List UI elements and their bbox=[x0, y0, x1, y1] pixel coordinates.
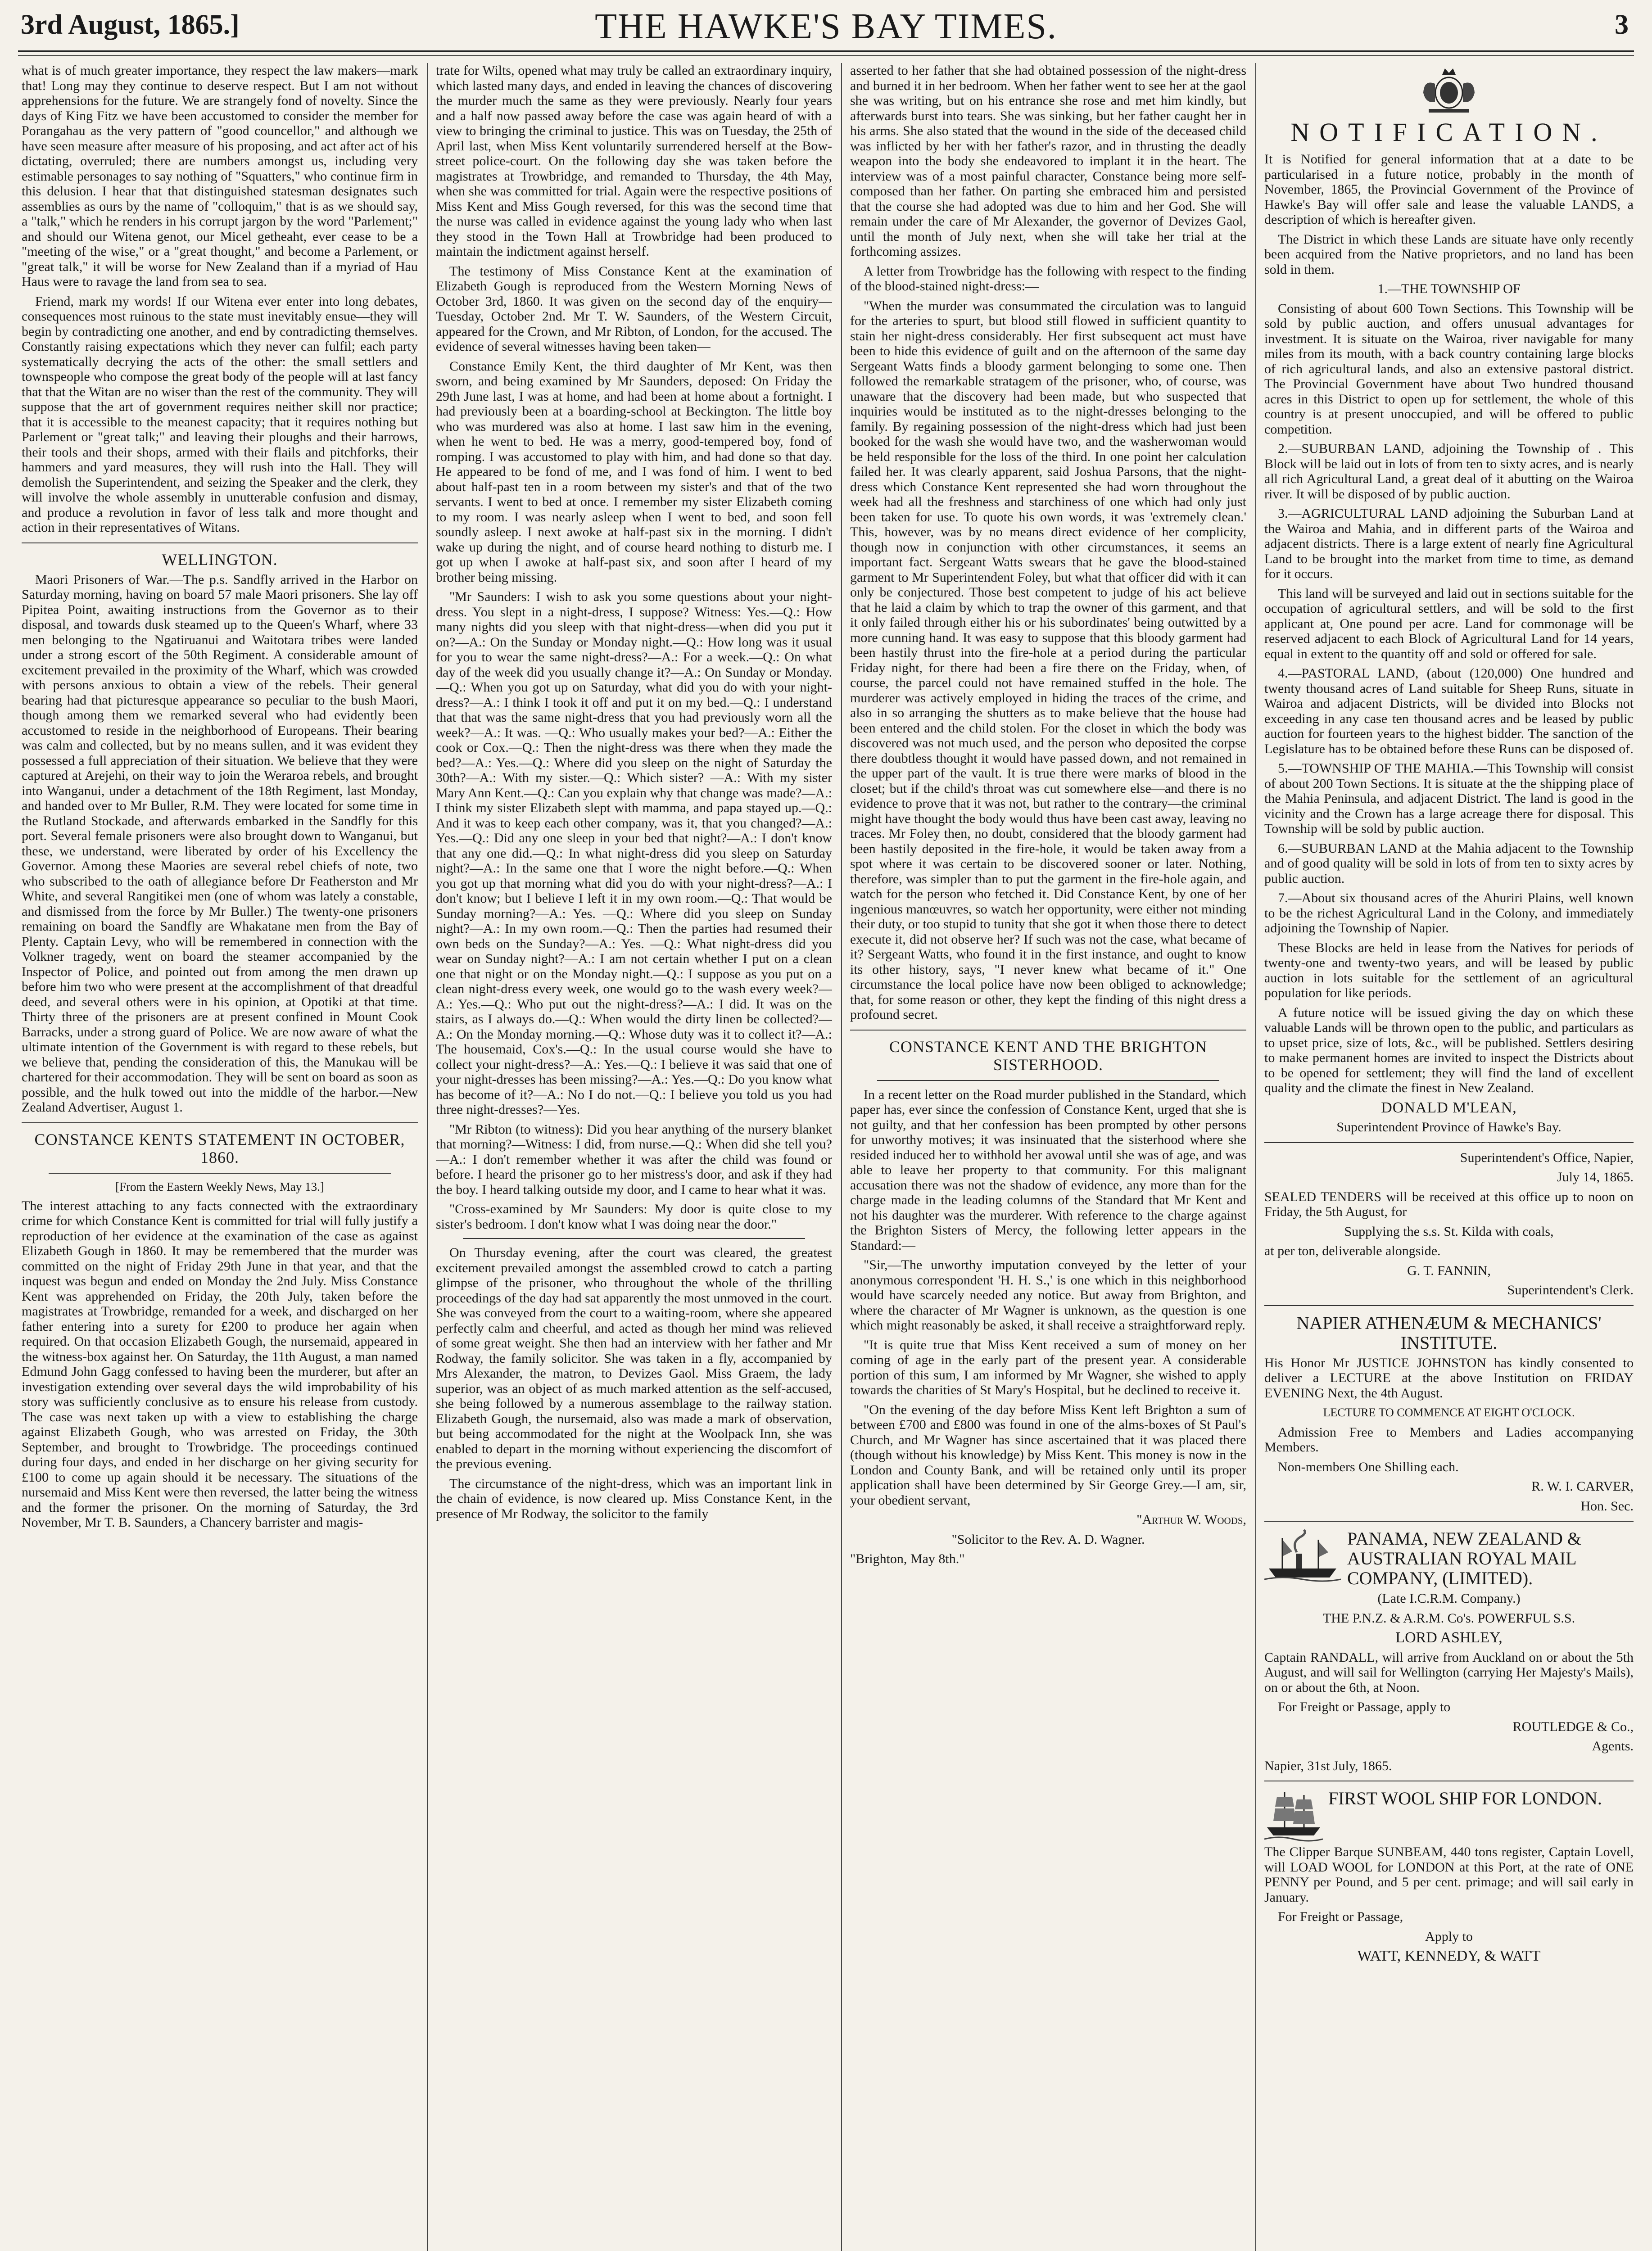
notice-paragraph: These Blocks are held in lease from the Natives for periods of twenty-one and twenty-two years, and will be leased by public auction in lots suitable for the settlement of an agricultural population for like periods. bbox=[1264, 940, 1634, 1000]
athenaeum-paragraph: His Honor Mr JUSTICE JOHNSTON has kindly consented to deliver a LECTURE at the above Institution on FRIDAY EVENING Next, the 4th August. bbox=[1264, 1355, 1634, 1401]
wool-ship-paragraph: The Clipper Barque SUNBEAM, 440 tons register, Captain Lovell, will LOAD WOOL for LONDON at this Port, at the rate of ONE PENNY per Pound, and 5 per cent. primage; and will sail early in January. bbox=[1264, 1844, 1634, 1905]
article-paragraph: "Mr Saunders: I wish to ask you some questions about your night-dress. You slept in a night-dress, I suppose? Witness: Yes.—Q.: How many nights did you sleep with that night-dress—when did you put it on?—A.: On the Sunday or Monday night.—Q.: How long was it usual for you to wear the same night-dress?—A.: For a week.—Q.: On what day of the week did you usually change it?—A.: On Sunday or Monday. —Q.: When you got up on Saturday, what did you do with your night-dress?—A.: I think I took it off and put it on my bed.—Q.: I understand that that was the same night-dress that you had previously worn all the week?—A.: It was. —Q.: Who usually makes your bed?—A.: Either the cook or Cox.—Q.: Then the night-dress was there when they made the bed?—A.: Yes.—Q.: Where did you sleep on the night of Saturday the 30th?—A.: With my sister.—Q.: Which sister? —A.: With my sister Mary Ann Kent.—Q.: Can you explain why that change was made?—A.: I think my sister Elizabeth slept with mamma, and papa stayed up.—Q.: And it was to keep each other company, was it, that you changed?—A.: Yes.—Q.: Did any one sleep in your bed that night?—A.: I don't know that any one did.—Q.: In what night-dress did you sleep on Saturday night?—A.: In the same one that I wore the night before.—Q.: When you got up that morning what did you do with your night-dress?—A.: I don't know; but I believe I left it in my own room.—Q.: That would be Sunday morning?—A.: Yes. —Q.: Where did you sleep on Sunday night?—A.: In my own room.—Q.: Then the parties had resumed their own beds on the Sunday?—A.: Yes. —Q.: What night-dress did you wear on Sunday night?—A.: I am not certain whether I put on a clean one that night or on the Monday night.—Q.: I suppose as you put on a clean night-dress every week, one would go to the wash every week?—A.: Yes.—Q.: Who put out the night-dress?—A.: I did. It was on the stairs, as I always do.—Q.: When would the dirty linen be collected?—A.: On the Monday morning.—Q.: Whose duty was it to collect it?—A.: The housemaid, Cox's.—Q.: In the usual course would she have to collect your night-dress?—A.: Yes.—Q.: I believe it was said that one of your night-dresses has been missing?—A.: Yes.—Q.: Do you know what has become of it?—A.: No I do not.—Q.: I believe you told us you had three night-dresses?—Yes. bbox=[436, 589, 832, 1117]
athenaeum-heading: NAPIER ATHENÆUM & MECHANICS' INSTITUTE. bbox=[1296, 1312, 1602, 1353]
panama-agent: ROUTLEDGE & Co., bbox=[1512, 1719, 1634, 1734]
advert-rule bbox=[1264, 1521, 1634, 1522]
advert-rule bbox=[1264, 1305, 1634, 1306]
notice-paragraph: This land will be surveyed and laid out in sections suitable for the occupation of agricultural settlers, and will be sold to the first applicant at, One pound per acre. Land for commonage will be reserved adjacent to each Block of Agricultural Land for 14 years, equal in extent to the quantity off and sold or offered for sale. bbox=[1264, 586, 1634, 661]
article-paragraph: In a recent letter on the Road murder published in the Standard, which paper has, ever since the confession of Constance Kent, urged that she is not guilty, and that her confession has been prompted by other persons for unworthy motives; it was insinuated that the sisterhood where she resided induced her to withhold her avowal until she was of age, and was able to leave her property to that community. For this malignant accusation there was not the shadow of evidence, any more than for the charge made in the leading columns of the Standard that Mr Kent and not his daughter was the murderer. With reference to the charge against the Brighton Sisters of Mercy, the following letter appears in the Standard:— bbox=[850, 1087, 1246, 1253]
ship-name: LORD ASHLEY, bbox=[1395, 1629, 1503, 1646]
section-rule bbox=[463, 1238, 805, 1239]
article-paragraph: Maori Prisoners of War.—The p.s. Sandfly arrived in the Harbor on Saturday morning, having on board 57 male Maori prisoners. She lay off Pipitea Point, awaiting instructions from the Governor as to their disposal, and towards dusk steamed up to the Queen's Wharf, where 33 men belonging to the Ngatiruanui and Waitotara tribes were landed under a strong escort of the 50th Regiment. A considerable amount of excitement prevailed in the proximity of the Wharf, which was crowded with persons anxious to obtain a view of the rebels. Their general bearing had that picturesque appearance so peculiar to the bush Maori, though among them we remarked several who had evidently been accustomed to reside in the neighborhood of Europeans. Their bearing was calm and collected, but by no means sullen, and it was evident they possessed a full appreciation of their situation. We believe that they were captured at Arejehi, on their way to join the Weraroa rebels, and brought into Wanganui, under a detachment of the 18th Regiment, last Monday, and handed over to Mr Buller, R.M. They were located for some time in the Rutland Stockade, and afterwards embarked in the Sandfly for this port. Several female prisoners were also brought down to Wanganui, but these, we understand, were liberated by order of his Excellency the Governor. Among these Maories are several rebel chiefs of note, two who subscribed to the oath of allegiance before Dr Featherston and Mr White, and several Rangitikei men (one of whom was lately a constable, and dismissed from the force by Mr Buller.) The twenty-one prisoners remaining on board the Sandfly are Whakatane men from the Bay of Plenty. Captain Levy, who will be remembered in connection with the Volkner tragedy, went on board the steamer accompanied by the Inspector of Police, and pointed out from among the men drawn up before him two who were present at the accomplishment of that dreadful deed, and several others were in his opinion, at Opotiki at that time. Thirty three of the prisoners are at present confined in Mount Cook Barracks, under a strong guard of Police. We are now aware of what the ultimate intention of the Government is with regard to these rebels, but we believe that, pending the consideration of this, the Manukau will be chartered for their accommodation. They will be sent on board as soon as possible, and the hulk towed out into the middle of the harbor.—New Zealand Advertiser, August 1. bbox=[22, 572, 418, 1115]
notice-paragraph: It is Notified for general information that at a date to be particularised in a future notice, probably in the month of November, 1865, the Provincial Government of the Province of Hawke's Bay will offer sale and lease the valuable LANDS, a description of which is hereafter given. bbox=[1264, 152, 1634, 227]
tender-item: Supplying the s.s. St. Kilda with coals, bbox=[1344, 1224, 1554, 1239]
wool-ship-apply: Apply to bbox=[1425, 1929, 1473, 1944]
section-rule bbox=[22, 1122, 418, 1123]
masthead bbox=[18, 6, 1634, 50]
sailing-ship-icon bbox=[1264, 1789, 1323, 1843]
athenaeum-paragraph: Admission Free to Members and Ladies accompanying Members. bbox=[1264, 1424, 1634, 1455]
heading-rule bbox=[49, 1173, 391, 1174]
article-paragraph: trate for Wilts, opened what may truly be called an extraordinary inquiry, which lasted many days, and ended in leaving the chances of discovering the murder much the same as they were previously. Nearly four years and a half now passed away before the case was again heard of with a view to bringing the criminal to justice. This was on Tuesday, the 25th of April last, when Miss Kent voluntarily surrendered herself at the Bow-street police-court. On the following day she was taken before the magistrates at Trowbridge, and remanded to Thursday, the 4th May, when she was committed for trial. Again were the respective positions of Miss Kent and Miss Gough reversed, for this was the second time that the nurse was called in evidence against the young lady who when last they stood in the Town Hall at Trowbridge had been produced to maintain the indictment against herself. bbox=[436, 63, 832, 259]
wool-ship-heading: FIRST WOOL SHIP FOR LONDON. bbox=[1328, 1788, 1602, 1808]
page-number: 3 bbox=[1615, 9, 1629, 40]
column-3 bbox=[850, 63, 1246, 2251]
column-divider bbox=[1255, 63, 1256, 2251]
article-paragraph: "On the evening of the day before Miss Kent left Brighton a sum of between £700 and £800 was found in one of the alms-boxes of St Paul's Church, and Mr Wagner has since ascertained that it was placed there (though without his knowledge) by Miss Kent. This money is now in the London and County Bank, and will be retained only until its proper application shall have been determined by Sir George Grey.—I am, sir, your obedient servant, bbox=[850, 1402, 1246, 1508]
article-paragraph: "Sir,—The unworthy imputation conveyed by the letter of your anonymous correspondent 'H. H. S.,' is one which in this neighborhood would have scarcely needed any notice. But away from Brighton, and where the character of Mr Wagner is unknown, as the question is one which might reasonably be asked, it shall receive a straightforward reply. bbox=[850, 1257, 1246, 1333]
letter-signature: "Arthur W. Woods, bbox=[1136, 1512, 1246, 1527]
letter-signature-title: "Solicitor to the Rev. A. D. Wagner. bbox=[951, 1532, 1145, 1547]
article-paragraph: "It is quite true that Miss Kent received a sum of money on her coming of age in the early part of the present year. A considerable portion of this sum, I am informed by Mr Wagner, she wished to apply towards the charities of St Mary's Hospital, but he declined to receive it. bbox=[850, 1337, 1246, 1397]
article-paragraph: The interest attaching to any facts connected with the extraordinary crime for which Constance Kent is committed for trial will fully justify a reproduction of her evidence at the examination of the case as against Elizabeth Gough in 1860. It may be remembered that the murder was committed on the night of Friday 29th June in that year, and that the inquest was begun and ended on Monday the 2nd July. Miss Constance Kent was apprehended on Friday, the 20th July, taken before the magistrates at Trowbridge, remanded for a week, and discharged on her father entering into a surety for £200 to produce her again when required. On that occasion Elizabeth Gough, the nursemaid, appeared in the witness-box against her. On Saturday, the 11th August, a man named Edmund John Gagg confessed to having been the murderer, but after an investigation extending over several days the wild improbability of his story was sufficiently conclusive as to ensure his release from custody. The case was next taken up with a view to establishing the charge against Elizabeth Gough, who was arrested on Friday, the 30th September, and brought to Trowbridge. The proceedings continued during four days, and ended in her discharge on her giving security for £100 to come up again should it be necessary. The situations of the nursemaid and Miss Kent were then reversed, the latter being the witness and the former the prisoner. On the morning of Saturday, the 3rd November, Mr T. B. Saunders, a Chancery barrister and magis- bbox=[22, 1198, 418, 1530]
article-paragraph: Friend, mark my words! If our Witena ever enter into long debates, consequences most ruinous to the state must inevitably ensue—they will begin by contradicting one another, and end by contradicting themselves. Constantly raising expectations which they never can fulfil; each party systematically decrying the acts of the other: the small settlers and townspeople who compose the great body of the people will at last fancy that that the Witan are no wiser than the rest of the community. They will suppose that the art of government requires neither skill nor practice; that it is accessible to the meanest capacity; that it requires nothing but Parlement or "great talk;" and leaving their ploughs and their harrows, their tools and their shops, armed with their flails and pitchforks, their hammers and yard measures, they will rush into the Hall. They will demolish the Superintendent, and seizing the Speaker and the clerk, they will involve the whole assembly in unutterable confusion and dismay, and produce a revolution in favor of less talk and more thought and action in their representatives of Witans. bbox=[22, 294, 418, 535]
athenaeum-signature: R. W. I. CARVER, bbox=[1531, 1479, 1634, 1494]
article-paragraph: The circumstance of the night-dress, which was an important link in the chain of evidence, is now cleared up. Miss Constance Kent, in the presence of Mr Rodway, the solicitor to the family bbox=[436, 1476, 832, 1521]
section-heading-kent-statement: CONSTANCE KENTS STATEMENT IN OCTOBER, 1860. bbox=[34, 1130, 405, 1166]
section-heading-brighton-sisterhood: CONSTANCE KENT AND THE BRIGHTON SISTERHOOD. bbox=[889, 1037, 1208, 1074]
panama-agent-title: Agents. bbox=[1592, 1739, 1634, 1754]
article-paragraph: what is of much greater importance, they respect the law makers—mark that! Long may they continue to deserve respect. But I am not without apprehensions for the future. We are strangely fond of novelty. Since the days of King Fitz we have been accustomed to consider the member for Porangahau as the very pattern of "good councellor," and although we have seen measure after measure of his proposing, and act after act of his dictating, overruled; there are numbers amongst us, including very estimable personages to say nothing of "Squatters," who continue firm in this delusion. I hear that that distinguished statesman designates such assemblies as ours by the name of "colloquim," that is as we should say, a "talk," which he renders in his corrupt jargon by the word "Parlement;" and should our Witena genot, our Micel getheaht, ever cease to be a "meeting of the wise," or a "great thought," and become a Parlement, or "great talk," it will be worse for New Zealand than if a myriad of Hau Haus were to ravage the land from sea to sea. bbox=[22, 63, 418, 289]
article-source: [From the Eastern Weekly News, May 13.] bbox=[115, 1180, 324, 1193]
tender-paragraph: SEALED TENDERS will be received at this office up to noon on Friday, the 5th August, for bbox=[1264, 1189, 1634, 1219]
athenaeum-paragraph: Non-members One Shilling each. bbox=[1278, 1459, 1459, 1474]
column-1 bbox=[22, 63, 418, 2251]
letter-dateline: "Brighton, May 8th." bbox=[850, 1551, 965, 1566]
article-paragraph: The testimony of Miss Constance Kent at the examination of Elizabeth Gough is reproduced from the Western Morning News of October 3rd, 1860. It was given on the second day of the enquiry—Tuesday, October 2nd. Mr T. W. Saunders, of the Western Circuit, appeared for the Crown, and Mr Ribton, of London, for the accused. The evidence of several witnesses having been taken— bbox=[436, 263, 832, 354]
athenaeum-signature-title: Hon. Sec. bbox=[1580, 1498, 1634, 1514]
article-paragraph: A letter from Trowbridge has the following with respect to the finding of the blood-stained night-dress:— bbox=[850, 263, 1246, 294]
panama-heading: PANAMA, NEW ZEALAND & AUSTRALIAN ROYAL MAIL COMPANY, (LIMITED). bbox=[1347, 1528, 1581, 1588]
newspaper-title: THE HAWKE'S BAY TIMES. bbox=[595, 7, 1057, 46]
panama-paragraph: Captain RANDALL, will arrive from Auckland on or about the 5th August, and will sail for Wellington (carrying Her Majesty's Mails), on or about the 6th, at Noon. bbox=[1264, 1650, 1634, 1695]
article-paragraph: "When the murder was consummated the circulation was to languid for the arteries to spurt, but blood still flowed in sufficient quantity to stain her night-dress considerably. Her first subsequent act must have been to hide this evidence of guilt and on the afternoon of the same day Sergeant Watts finds a bloody garment belonging to some one. Then followed the remarkable stratagem of the prisoner, who, of course, was unaware that the discovery had been made, but who suspected that inquiries would be instituted as to the night-dresses belonging to the family. By regaining possession of the night-dress which had just been booked for the wash she would have two, and the washerwoman would be held responsible for the loss of the third. In one point her calculation failed her. It was clearly apparent, said Joshua Parsons, that the night-dress which Constance Kent represented she had worn throughout the week had all the freshness and starchiness of one which had only just been taken for use. To quote his own words, it was 'extremely clean.' This, however, was by no means direct evidence of her complicity, though now in conjunction with other circumstances, it seems an important fact. Sergeant Watts swears that he gave the blood-stained garment to Mr Superintendent Foley, but what that officer did with it can only be conjectured. Those best competent to judge of his act believe that he laid a claim by which to trap the owner of this garment, and that it only failed through either his or his subordinates' being outwitted by a more cunning hand. It was easy to suppose that this bloody garment had been hastily thrust into the fire-hole at a period during the particular Friday night, for there had been a fire there on the Friday, when, of course, the parcel could not have remained stuffed in the hole. The murderer was actively employed in hiding the traces of the crime, and also in so arranging the shutters as to make believe that the house had been entered and the child stolen. For the closet in which the body was discovered was not much used, and the person who deposited the corpse there doubtless thought it would have passed down, and not remained in the upper part of the vault. It is true there were marks of blood in the closet; but if the child's throat was cut somewhere else—and there is no evidence to prove that it was not, but rather to the contrary—the criminal might have thought the body would thus have been cast away, leaving no traces. Mr Foley then, no doubt, considered that the bloody garment had been hastily deposited in the fire-hole, it would be taken away from a spot where it was certain to be discovered sooner or later. Nothing, therefore, was simpler than to put the garment in the fire-hole again, and watch for the person who fetched it. Did Constance Kent, by one of her ingenious manœuvres, so watch her opportunity, were either not minding their duty, or too stupid to tunity that she got it when those there to detect execute it, did not observe her? If such was not the case, what became of it? Sergeant Watts, who found it in the first instance, and ought to know its other history, says, "I never knew what became of it." One circumstance the local police have now been obliged to acknowledge; that, for some reason or other, they kept the finding of this night dress a profound secret. bbox=[850, 298, 1246, 1022]
article-paragraph: On Thursday evening, after the court was cleared, the greatest excitement prevailed amongst the assembled crowd to catch a parting glimpse of the prisoner, who throughout the whole of the thrilling proceedings of the day had sat apparently the most unmoved in the court. She was conveyed from the court to a waiting-room, where she appeared perfectly calm and cheerful, and acted as though her mind was relieved of some great weight. She then had an interview with her father and Mr Rodway, the family solicitor. She was taken in a fly, accompanied by Mrs Alexander, the matron, to Devizes Gaol. Miss Graem, the lady superior, was an object of as much marked attention as the self-accused, she being followed by a numerous assemblage to the railway station. Elizabeth Gough, the nursemaid, also was made a mark of observation, but being accommodated for the night at the Woolpack Inn, she was enabled to depart in the morning without experiencing the discomfort of the previous evening. bbox=[436, 1245, 832, 1471]
notice-signature: DONALD M'LEAN, bbox=[1381, 1099, 1517, 1116]
column-2 bbox=[436, 63, 832, 2251]
section-heading-wellington: WELLINGTON. bbox=[162, 550, 278, 569]
notice-paragraph: The District in which these Lands are situate have only recently been acquired from the Native proprietors, and no land has been sold in them. bbox=[1264, 231, 1634, 277]
tender-date: July 14, 1865. bbox=[1557, 1170, 1634, 1184]
article-paragraph: "Cross-examined by Mr Saunders: My door is quite close to my sister's bedroom. I don't know what I was doing near the door." bbox=[436, 1202, 832, 1232]
notice-paragraph: 2.—SUBURBAN LAND, adjoining the Township of . This Block will be laid out in lots of from ten to sixty acres, and is nearly all rich Agricultural Land, a great deal of it abutting on the Wairoa river. It will be disposed of by public auction. bbox=[1264, 441, 1634, 502]
tender-office: Superintendent's Office, Napier, bbox=[1460, 1150, 1634, 1165]
masthead-rule bbox=[18, 50, 1634, 56]
notice-paragraph: 6.—SUBURBAN LAND at the Mahia adjacent to the Township and of good quality will be sold in lots of from ten to sixty acres by public auction. bbox=[1264, 841, 1634, 886]
article-paragraph: "Mr Ribton (to witness): Did you hear anything of the nursery blanket that morning?—Witness: I did, from nurse.—Q.: When did she tell you?—A.: I don't remember whether it was after the child was found or before. I heard the prisoner go to her mistress's door, and ask if they had the boy. I heard talking outside my door, and I came to hear what it was. bbox=[436, 1121, 832, 1197]
notice-paragraph: A future notice will be issued giving the day on which these valuable Lands will be thrown open to the public, and particulars as to upset price, size of lots, &c., will be published. Settlers desiring to make permanent homes are invited to inspect the Districts about to be opened for settlement; they will find the land of excellent quality and the climate the finest in New Zealand. bbox=[1264, 1005, 1634, 1095]
panama-subheading: (Late I.C.R.M. Company.) bbox=[1377, 1591, 1521, 1606]
article-paragraph: asserted to her father that she had obtained possession of the night-dress and burned it in her bedroom. When her father went to see her at the gaol she was writing, but on his entrance she rose and met him kindly, but afterwards burst into tears. She was sinking, but her father caught her in his arms. She also stated that the wound in the side of the deceased child was inflicted by her with her father's razor, and in thrusting the deadly weapon into the body she endeavored to implant it in the heart. The interview was of a most painful character, Constance being more self-composed than her father. On parting she embraced him and persisted that the course she had adopted was due to him and her God. She will remain under the care of Mr Alexander, the governor of Devizes Gaol, until the month of July next, when she will take her trial at the forthcoming assizes. bbox=[850, 63, 1246, 259]
notice-paragraph: 7.—About six thousand acres of the Ahuriri Plains, well known to be the richest Agricultural Land in the Colony, and immediately adjoining the Township of Napier. bbox=[1264, 890, 1634, 936]
tender-signature-title: Superintendent's Clerk. bbox=[1507, 1283, 1634, 1297]
section-rule bbox=[850, 1030, 1246, 1031]
tender-paragraph: at per ton, deliverable alongside. bbox=[1264, 1243, 1441, 1258]
notification-title: NOTIFICATION. bbox=[1290, 118, 1607, 147]
notice-paragraph: 3.—AGRICULTURAL LAND adjoining the Suburban Land at the Wairoa and Mahia, and in different parts of the Wairoa and adjacent districts. There is a large extent of nearly fine Agricultural Land to be brought into the market from time to time, as demand for it occurs. bbox=[1264, 506, 1634, 581]
advert-rule bbox=[1264, 1142, 1634, 1143]
tender-signature: G. T. FANNIN, bbox=[1407, 1263, 1491, 1278]
heading-rule bbox=[877, 1080, 1219, 1081]
athenaeum-lecture-time: LECTURE TO COMMENCE AT EIGHT O'CLOCK. bbox=[1323, 1406, 1575, 1419]
wool-ship-agent: WATT, KENNEDY, & WATT bbox=[1357, 1948, 1541, 1964]
panama-dateline: Napier, 31st July, 1865. bbox=[1264, 1758, 1392, 1773]
notice-paragraph: 5.—TOWNSHIP OF THE MAHIA.—This Township will consist of about 200 Town Sections. It is situate at the the shipping place of the Mahia Peninsula, and adjacent District. The land is good in the vicinity and the Crown has a large acreage there for disposal. This Township will be sold by public auction. bbox=[1264, 761, 1634, 836]
wool-ship-paragraph: For Freight or Passage, bbox=[1278, 1909, 1403, 1924]
column-divider bbox=[841, 63, 842, 2251]
article-paragraph: Constance Emily Kent, the third daughter of Mr Kent, was then sworn, and being examined by Mr Saunders, deposed: On Friday the 29th June last, I was at home, and had been at home about a fortnight. I had previously been at a boarding-school at Beckington. The little boy who was murdered was also at home. I last saw him in the evening, when he went to bed. He was a merry, good-tempered boy, fond of romping. I was accustomed to play with him, and had done so that day. He appeared to be fond of me, and I was fond of him. I went to bed about half-past ten in a room between my sister's and that of the two servants. I went to bed at once. I remember my sister Elizabeth coming to my room. I was nearly asleep when I went to bed, and soon fell soundly asleep. I next awoke at half-past six in the morning. I didn't wake up during the night, and of course heard nothing to disturb me. I got up when I awoke at half-past six, and soon after I heard of my brother being missing. bbox=[436, 358, 832, 585]
notice-signature-title: Superintendent Province of Hawke's Bay. bbox=[1336, 1120, 1561, 1135]
column-divider bbox=[427, 63, 428, 2251]
steamship-icon bbox=[1264, 1529, 1341, 1583]
section-rule bbox=[22, 542, 418, 543]
notice-paragraph: 4.—PASTORAL LAND, (about (120,000) One hundred and twenty thousand acres of Land suitable for Sheep Runs, situate in Wairoa and adjacent Districts, will be divided into Blocks not exceeding in any case ten thousand acres and be leased by public auction for fourteen years to the highest bidder. The sanction of the Legislature has to be obtained before these Runs can be disposed of. bbox=[1264, 666, 1634, 756]
notice-subheading: 1.—THE TOWNSHIP OF bbox=[1377, 281, 1521, 296]
notice-paragraph: Consisting of about 600 Town Sections. This Township will be sold by public auction, and offers unusual advantages for investment. It is situate on the Wairoa, river navigable for many miles from its mouth, with a back country containing large blocks of rich agricultural lands, and also an extensive pastoral district. The Provincial Government have about Two hundred thousand acres in this District to open up for settlement, the whole of this country is at present unoccupied, and will be offered to public competition. bbox=[1264, 301, 1634, 437]
royal-crest-icon bbox=[1415, 66, 1483, 115]
panama-line: THE P.N.Z. & A.R.M. Co's. POWERFUL S.S. bbox=[1322, 1610, 1575, 1626]
panama-paragraph: For Freight or Passage, apply to bbox=[1278, 1700, 1451, 1714]
issue-date: 3rd August, 1865.] bbox=[21, 9, 240, 40]
column-4 bbox=[1264, 63, 1634, 2251]
